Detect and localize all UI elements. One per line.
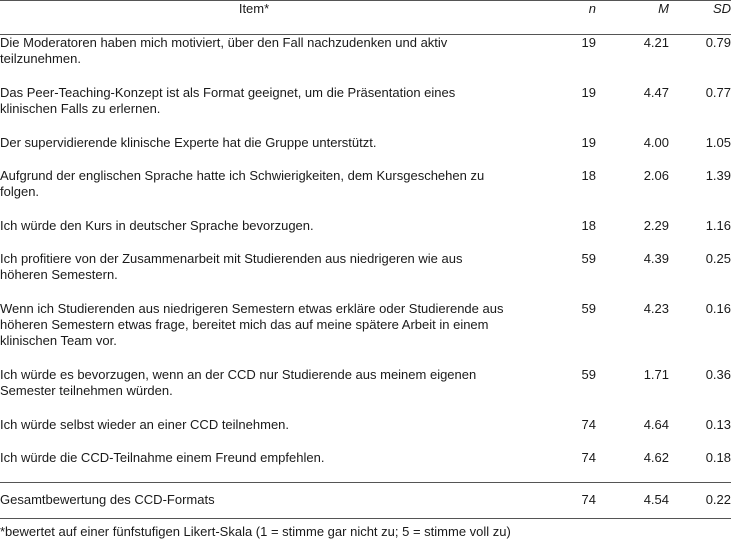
header-n: n bbox=[508, 1, 596, 35]
row-m: 1.71 bbox=[643, 366, 669, 382]
row-sd: 1.39 bbox=[705, 167, 731, 183]
row-n: 18 bbox=[581, 217, 596, 233]
row-n: 19 bbox=[581, 84, 596, 100]
table-row bbox=[0, 417, 731, 450]
table-row bbox=[0, 168, 731, 218]
row-item: Aufgrund der englischen Sprache hatte ich Schwierigkeiten, dem Kursgeschehen zu folgen. bbox=[0, 167, 485, 199]
header-sd: SD bbox=[669, 1, 731, 35]
row-sd: 0.36 bbox=[705, 366, 731, 382]
row-item: Das Peer-Teaching-Konzept ist als Format geeignet, um die Präsentation eines klinischen Falls zu erlernen. bbox=[0, 84, 456, 116]
row-n: 74 bbox=[581, 416, 596, 432]
row-n: 18 bbox=[581, 167, 596, 183]
row-item: Der supervidierende klinische Experte hat die Gruppe unterstützt. bbox=[0, 134, 377, 150]
row-m: 4.23 bbox=[643, 300, 669, 316]
row-n: 74 bbox=[508, 483, 596, 519]
row-sd: 0.22 bbox=[669, 483, 731, 519]
row-sd: 0.25 bbox=[705, 250, 731, 266]
row-item: Gesamtbewertung des CCD-Formats bbox=[0, 483, 508, 519]
row-sd: 0.18 bbox=[705, 449, 731, 465]
row-m: 4.39 bbox=[643, 250, 669, 266]
table-row bbox=[0, 85, 731, 135]
table-row bbox=[0, 35, 731, 85]
table-header-row bbox=[0, 1, 731, 35]
row-m: 4.00 bbox=[643, 134, 669, 150]
row-n: 19 bbox=[581, 134, 596, 150]
row-m: 4.21 bbox=[643, 35, 669, 50]
table-row bbox=[0, 135, 731, 168]
row-n: 74 bbox=[581, 449, 596, 465]
row-m: 2.29 bbox=[643, 217, 669, 233]
row-n: 19 bbox=[581, 35, 596, 50]
row-item: Ich profitiere von der Zusammenarbeit mit Studierenden aus niedrigeren wie aus höheren Semestern. bbox=[0, 250, 463, 282]
table-total-row bbox=[0, 483, 731, 519]
row-sd: 0.79 bbox=[705, 35, 731, 50]
table-row bbox=[0, 450, 731, 483]
table-row bbox=[0, 367, 731, 417]
row-sd: 1.05 bbox=[705, 134, 731, 150]
row-sd: 0.16 bbox=[705, 300, 731, 316]
row-item: Die Moderatoren haben mich motiviert, über den Fall nachzudenken und aktiv teilzunehmen. bbox=[0, 35, 448, 66]
table-row bbox=[0, 251, 731, 301]
table-row bbox=[0, 218, 731, 251]
table-row bbox=[0, 301, 731, 367]
row-item: Ich würde den Kurs in deutscher Sprache bevorzugen. bbox=[0, 217, 314, 233]
header-m: M bbox=[596, 1, 669, 35]
row-item: Ich würde es bevorzugen, wenn an der CCD nur Studierende aus meinem eigenen Semester teilnehmen würden. bbox=[0, 366, 477, 398]
row-sd: 0.13 bbox=[705, 416, 731, 432]
row-sd: 1.16 bbox=[705, 217, 731, 233]
row-item: Wenn ich Studierenden aus niedrigeren Semestern etwas erkläre oder Studierende aus höheren Semestern etwas frage, bereitet mich das auf meine spätere Arbeit in einem klinischen Team vor. bbox=[0, 300, 504, 348]
row-m: 4.62 bbox=[643, 449, 669, 465]
row-m: 4.64 bbox=[643, 416, 669, 432]
row-item: Ich würde selbst wieder an einer CCD teilnehmen. bbox=[0, 416, 290, 432]
row-m: 2.06 bbox=[643, 167, 669, 183]
row-n: 59 bbox=[581, 300, 596, 316]
row-item: Ich würde die CCD-Teilnahme einem Freund empfehlen. bbox=[0, 449, 325, 465]
row-n: 59 bbox=[581, 366, 596, 382]
row-m: 4.47 bbox=[643, 84, 669, 100]
table-footnote: *bewertet auf einer fünfstufigen Likert-Skala (1 = stimme gar nicht zu; 5 = stimme voll zu) bbox=[0, 524, 511, 539]
header-item: Item* bbox=[0, 1, 508, 35]
row-n: 59 bbox=[581, 250, 596, 266]
row-sd: 0.77 bbox=[705, 84, 731, 100]
row-m: 4.54 bbox=[596, 483, 669, 519]
